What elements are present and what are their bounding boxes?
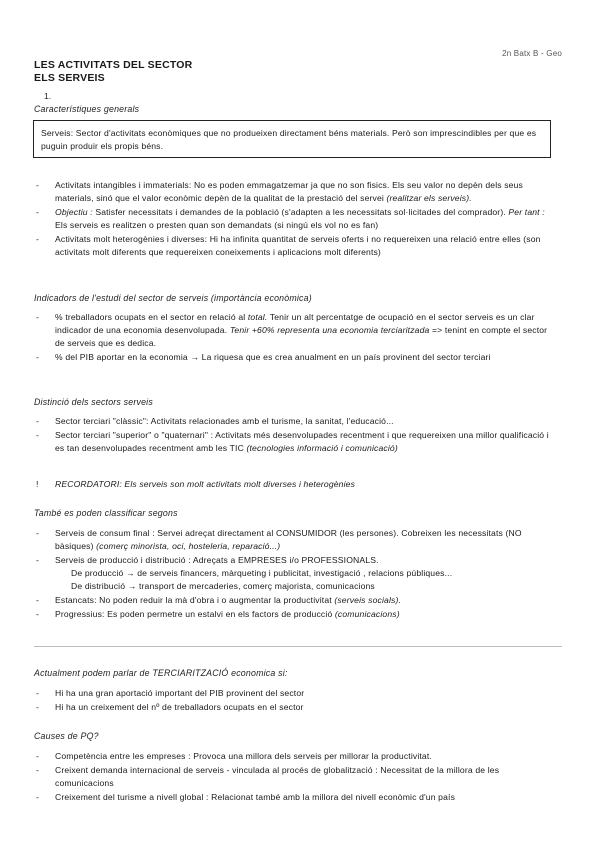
- title-line-2: ELS SERVEIS: [34, 72, 105, 84]
- bullet-marker: -: [36, 751, 40, 761]
- bullet-marker: -: [36, 792, 40, 802]
- list-item: [34, 594, 554, 607]
- bullet-marker: -: [36, 555, 40, 565]
- characteristics-list: [34, 179, 554, 260]
- list-item: [34, 415, 554, 428]
- item-text: Serveis de consum final : Servei adreçat directament al CONSUMIDOR (les persones). Cobreixen les necessitats (NO bàsiques): [55, 528, 522, 551]
- item-text: Estancats: No poden reduir la mà d'obra i o augmentar la productivitat: [55, 595, 335, 605]
- list-item: [34, 764, 554, 790]
- item-text: Els serveis es realitzen o presten quan son demandats (si ningú els vol no es fan): [55, 220, 379, 230]
- horizontal-divider: [34, 646, 562, 647]
- tertiarization-list: [34, 687, 554, 715]
- bullet-marker: -: [36, 765, 40, 775]
- bullet-marker: -: [36, 595, 40, 605]
- bullet-marker: -: [36, 609, 40, 619]
- classify-list: [34, 527, 554, 622]
- item-text: Creixent demanda internacional de serveis - vinculada al procés de globalització : Necessitat de la millora de les comunicacions: [55, 765, 500, 788]
- item-italic: (comerç minorista, oci, hosteleria, reparació...): [96, 541, 281, 551]
- item-italic: Per tant :: [508, 207, 545, 217]
- item-italic: total.: [247, 312, 268, 322]
- heading-causes: Causes de PQ?: [34, 731, 99, 741]
- sub-item-distribution: De distribució → transport de mercaderies, comerç majorista, comunicacions: [71, 581, 375, 591]
- item-text: Sector terciari "clàssic": Activitats relacionades amb el turisme, la sanitat, l'educació...: [55, 416, 394, 426]
- bullet-marker: -: [36, 180, 40, 190]
- bullet-marker: -: [36, 207, 40, 217]
- bullet-marker: -: [36, 688, 40, 698]
- item-text: Competència entre les empreses : Provoca una millora dels serveis per millorar la productivitat.: [55, 751, 432, 761]
- indicators-list: [34, 311, 554, 365]
- heading-indicators: Indicadors de l'estudi del sector de serveis (importància econòmica): [34, 293, 312, 303]
- list-item: [34, 478, 554, 491]
- list-item: [34, 206, 554, 232]
- list-item: [34, 701, 554, 714]
- heading-classify: També es poden classificar segons: [34, 508, 178, 518]
- heading-tertiarization: Actualment podem parlar de TERCIARITZACIÓ economica si:: [34, 668, 288, 678]
- bullet-marker: -: [36, 528, 40, 538]
- item-text: Hi ha una gran aportació important del PIB provinent del sector: [55, 688, 305, 698]
- list-item: [34, 351, 554, 364]
- sub-item-production: De producció → de serveis financers, màrqueting i publicitat, investigació , relacions públiques...: [71, 568, 453, 578]
- list-item: [34, 608, 554, 621]
- item-italic: (comunicacions): [334, 609, 400, 619]
- item-text: Tenir un alt percentatge de ocupació en el sector serveis es un clar indicador de una economia desenvolupada.: [55, 312, 535, 335]
- item-italic: (tecnologies informació i comunicació): [246, 443, 398, 453]
- list-item: [34, 179, 554, 205]
- reminder-text: RECORDATORI: Els serveis son molt activitats molt diverses i heterogènies: [55, 479, 356, 489]
- item-italic: (realitzar els serveis).: [386, 193, 472, 203]
- item-text: Satisfer necessitats i demandes de la població (s'adapten a les necessitats sol·licitades del comprador).: [92, 207, 509, 217]
- list-item: [34, 527, 554, 553]
- item-text: Creixement del turisme a nivell global : Relacionat també amb la millora del nivell econòmic d'un país: [55, 792, 456, 802]
- item-text: => tenint en compte el sector de serveis que es dedica.: [55, 325, 548, 348]
- distinction-list: [34, 415, 554, 456]
- item-text: Hi ha un creixement del nº de treballadors ocupats en el sector: [55, 702, 304, 712]
- list-item: [34, 429, 554, 455]
- document-title: [34, 59, 192, 85]
- item-text: % treballadors ocupats en el sector en relació al: [55, 312, 248, 322]
- bullet-marker: -: [36, 312, 40, 322]
- heading-characteristics: Característiques generals: [34, 104, 140, 114]
- bullet-marker: -: [36, 702, 40, 712]
- list-item: [34, 750, 554, 763]
- bullet-marker: -: [36, 416, 40, 426]
- item-text: Progressius: Es poden permetre un estalvi en els factors de producció: [55, 609, 335, 619]
- bullet-marker: -: [36, 430, 40, 440]
- list-item: [34, 554, 554, 593]
- item-italic: Tenir +60% representa una economia terciaritzada: [229, 325, 430, 335]
- item-text: Activitats molt heterogènies i diverses: Hi ha infinita quantitat de serveis oferts i no requereixen una relació entre elles (son activitats molt diferents que requereixen coneixements i aplicacions molt diferents): [55, 234, 541, 257]
- reminder-note: [34, 478, 554, 492]
- list-item: [34, 791, 554, 804]
- item-italic: (serveis socials).: [334, 595, 402, 605]
- item-text: Sector terciari "superior" o "quaternari" : Activitats més desenvolupades recentment i que requereixen una millor qualificació i es tan desenvolupades recentment amb les TIC: [55, 430, 549, 453]
- causes-list: [34, 750, 554, 805]
- bullet-marker: -: [36, 234, 40, 244]
- bullet-marker: -: [36, 352, 40, 362]
- heading-distinction: Distinció dels sectors serveis: [34, 397, 153, 407]
- item-text: % del PIB aportar en la economia → La riquesa que es crea anualment en un país provinent del sector terciari: [55, 352, 491, 362]
- item-text: Serveis de producció i distribució : Adreçats a EMPRESES i/o PROFESSIONALS.: [55, 555, 379, 565]
- item-italic: Objectiu :: [55, 207, 93, 217]
- title-line-1: LES ACTIVITATS DEL SECTOR: [34, 59, 193, 71]
- list-item: [34, 311, 554, 350]
- list-item: [34, 687, 554, 700]
- exclamation-marker: !: [36, 479, 39, 489]
- section-number: 1.: [44, 91, 52, 101]
- definition-box: Serveis: Sector d'activitats econòmiques que no produeixen directament béns materials. Però son imprescindibles per que es puguin produir els propis béns.: [33, 120, 551, 158]
- course-header: 2n Batx B - Geo: [502, 49, 562, 58]
- list-item: [34, 233, 554, 259]
- item-text: Activitats intangibles i immaterials: No es poden emmagatzemar ja que no son fisics. Els seu valor no depèn dels seus materials, sinó que el valor econòmic depèn de la qualitat de la prestació del servei: [55, 180, 523, 203]
